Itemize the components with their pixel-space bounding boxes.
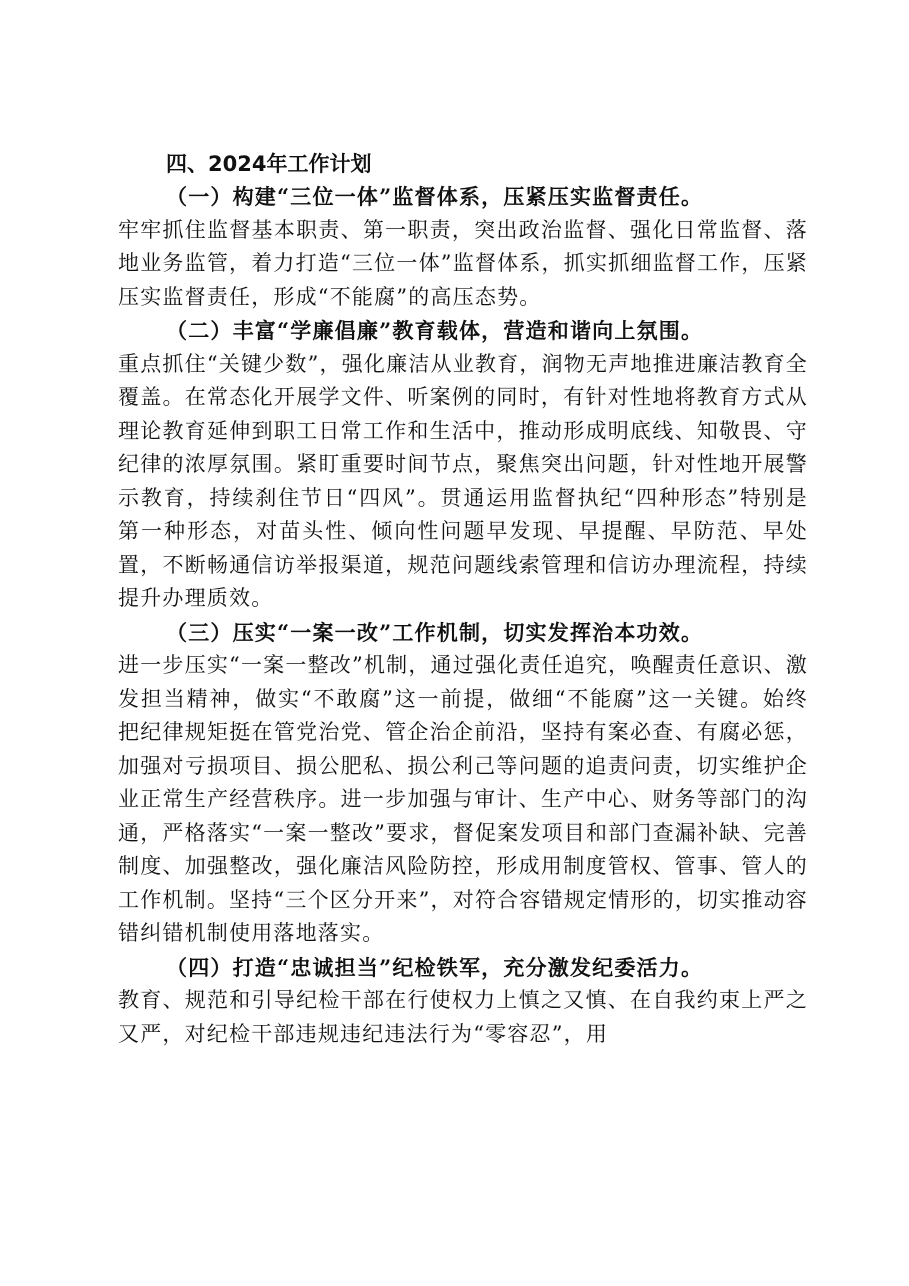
paragraph-1 bbox=[118, 180, 808, 314]
paragraph-text: 牢牢抓住监督基本职责、第一职责，突出政治监督、强化日常监督、落地业务监管，着力打造“三位一体”监督体系，抓实抓细监督工作，压紧压实监督责任，形成“不能腐”的高压态势。 bbox=[118, 217, 808, 309]
paragraph-heading: （三）压实“一案一改”工作机制，切实发挥治本功效。 bbox=[166, 619, 704, 645]
paragraph-heading: （四）打造“忠诚担当”纪检铁军，充分激发纪委活力。 bbox=[166, 954, 704, 980]
paragraph-3 bbox=[118, 616, 808, 951]
section-heading: 四、2024年工作计划 bbox=[166, 152, 372, 176]
paragraph-text: 教育、规范和引导纪检干部在行使权力上慎之又慎、在自我约束上严之又严，对纪检干部违规违纪违法行为“零容忍”，用 bbox=[118, 988, 808, 1046]
paragraph-text: 进一步压实“一案一整改”机制，通过强化责任追究，唤醒责任意识、激发担当精神，做实“不敢腐”这一前提，做细“不能腐”这一关键。始终把纪律规矩挺在管党治党、管企治企前沿，坚持有案必查、有腐必惩，加强对亏损项目、损公肥私、损公利己等问题的追责问责，切实维护企业正常生产经营秩序。进一步加强与审计、生产中心、财务等部门的沟通，严格落实“一案一整改”要求，督促案发项目和部门查漏补缺、完善制度、加强整改，强化廉洁风险防控，形成用制度管权、管事、管人的工作机制。坚持“三个区分开来”，对符合容错规定情形的，切实推动容错纠错机制使用落地落实。 bbox=[118, 653, 808, 945]
paragraph-2 bbox=[118, 314, 808, 616]
paragraph-heading: （二）丰富“学廉倡廉”教育载体，营造和谐向上氛围。 bbox=[166, 318, 704, 343]
paragraph-text: 重点抓住“关键少数”，强化廉洁从业教育，润物无声地推进廉洁教育全覆盖。在常态化开展学文件、听案例的同时，有针对性地将教育方式从理论教育延伸到职工日常工作和生活中，推动形成明底线、知敬畏、守纪律的浓厚氛围。紧盯重要时间节点，聚焦突出问题，针对性地开展警示教育，持续刹住节日“四风”。贯通运用监督执纪“四种形态”特别是第一种形态，对苗头性、倾向性问题早发现、早提醒、早防范、早处置，不断畅通信访举报渠道，规范问题线索管理和信访办理流程，持续提升办理质效。 bbox=[118, 351, 808, 610]
paragraph-4 bbox=[118, 951, 808, 1052]
paragraph-heading: （一）构建“三位一体”监督体系，压紧压实监督责任。 bbox=[166, 184, 704, 209]
document-body bbox=[118, 148, 808, 1051]
